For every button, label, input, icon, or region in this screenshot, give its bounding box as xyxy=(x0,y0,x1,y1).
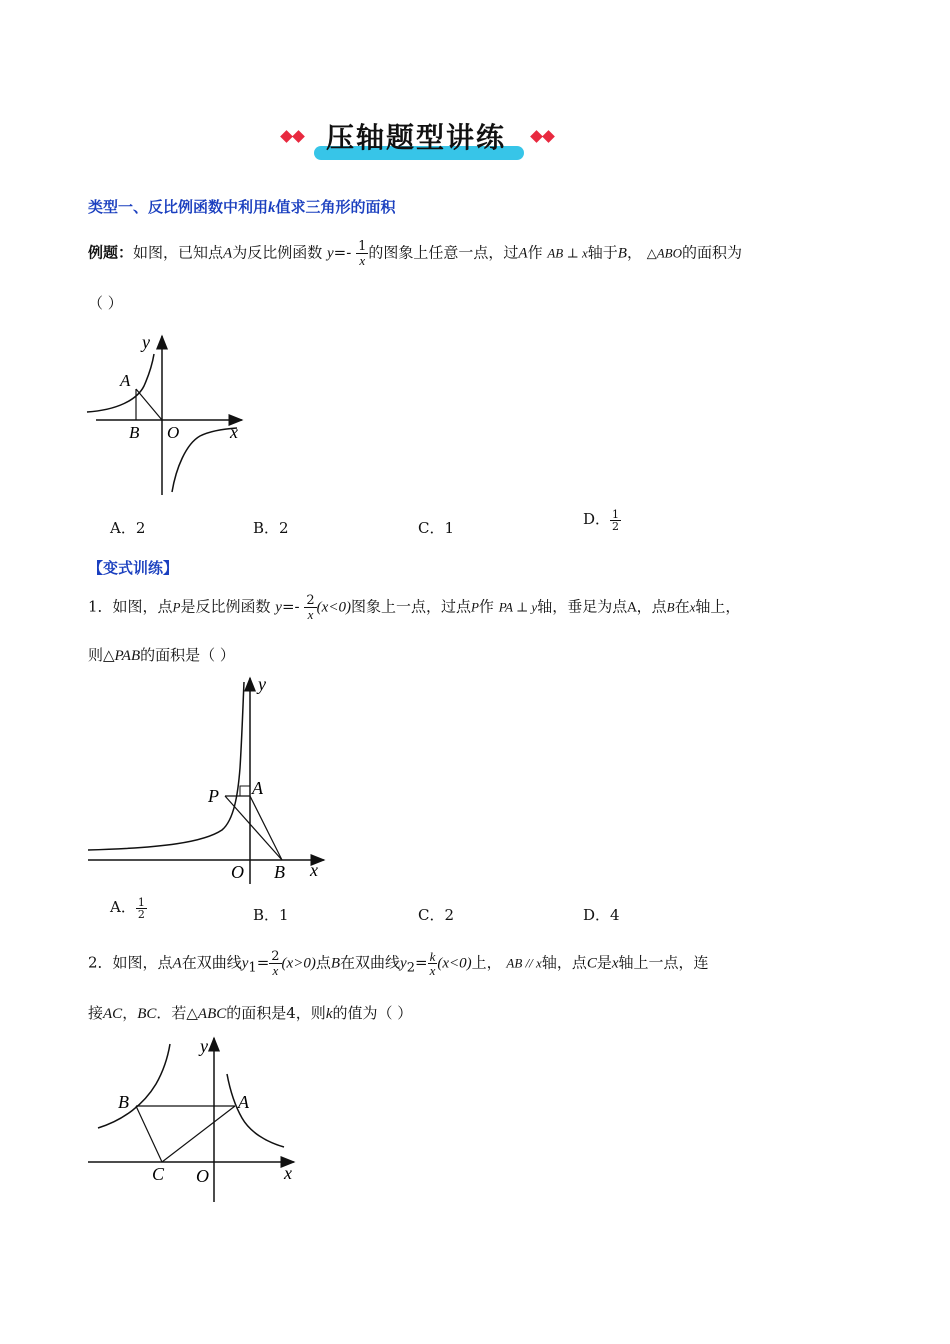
option-d[interactable]: D．4 xyxy=(583,906,620,924)
label-b: B xyxy=(118,1092,129,1112)
label-y: y xyxy=(200,1036,208,1056)
option-c[interactable]: C．1 xyxy=(418,519,455,537)
diamond-icon xyxy=(530,130,543,143)
banner-title: 压轴题型讲练 xyxy=(326,121,507,154)
variant-heading: 【变式训练】 xyxy=(88,559,179,577)
label-o: O xyxy=(231,862,244,882)
option-b[interactable]: B．2 xyxy=(253,519,289,537)
label-x: x xyxy=(284,1163,292,1183)
label-a: A xyxy=(252,778,263,798)
label-y: y xyxy=(142,332,150,352)
option-b[interactable]: B．1 xyxy=(253,906,289,924)
diamond-icon xyxy=(280,130,293,143)
question-2: 2．如图，点A在双曲线$y_1=$ $\frac{2}{x}$ (x>0)点B在双曲线$y_2=$ $\frac{k}{x}$ (x<0)上， AB // x轴，点C是x轴上一点，连 xyxy=(88,949,709,978)
segment-ao xyxy=(136,389,162,420)
label-o: O xyxy=(196,1166,209,1186)
segment-bc xyxy=(136,1106,162,1162)
segment-pb xyxy=(225,796,282,860)
section-banner xyxy=(278,116,562,164)
question-2-line-2: 接AC，BC．若△ABC的面积是4，则k的值为（ ） xyxy=(88,1004,413,1022)
option-a[interactable]: A．2 xyxy=(110,519,146,537)
label-y: y xyxy=(258,674,266,694)
label-b: B xyxy=(274,862,285,882)
label-o: O xyxy=(167,423,180,442)
label-x: x xyxy=(310,860,318,880)
question-2-figure xyxy=(84,1032,314,1207)
example-question: 例题：如图，已知点A为反比例函数 y=- $\frac{1}{x}$ 的图象上任意一点，过A作 AB ⊥ x轴于B， △ABO的面积为 xyxy=(88,239,743,268)
right-angle-mark xyxy=(240,786,250,796)
segment-ac xyxy=(162,1106,235,1162)
hyperbola-branch xyxy=(172,428,237,492)
question-1-figure xyxy=(84,672,334,887)
example-figure xyxy=(82,330,252,500)
label-b: B xyxy=(129,423,140,442)
diamond-icon xyxy=(292,130,305,143)
fraction: $\frac{2}{x}$ xyxy=(271,949,280,978)
section-heading: 类型一、反比例函数中利用k值求三角形的面积 xyxy=(88,198,396,216)
option-d[interactable]: D． $\frac{1}{2}$ xyxy=(583,507,620,533)
label-a: A xyxy=(238,1092,249,1112)
option-c[interactable]: C．2 xyxy=(418,906,455,924)
diamond-icon xyxy=(542,130,555,143)
label-p: P xyxy=(208,786,219,806)
answer-paren: （ ） xyxy=(88,294,123,312)
option-a[interactable]: A． $\frac{1}{2}$ xyxy=(110,895,145,921)
question-1: 1．如图，点P是反比例函数 y=- $\frac{2}{x}$ (x<0)图象上一点，过点P作 PA ⊥ y轴，垂足为点A，点B在x轴上， xyxy=(88,593,741,622)
fraction: $\frac{1}{x}$ xyxy=(358,239,367,268)
question-1-line-2: 则△PAB的面积是（ ） xyxy=(88,646,235,664)
label-x: x xyxy=(230,422,238,442)
hyperbola-branch xyxy=(88,682,244,850)
fraction: $\frac{2}{x}$ xyxy=(306,593,315,622)
hyperbola-branch xyxy=(227,1074,284,1147)
hyperbola-branch xyxy=(98,1044,170,1128)
fraction: $\frac{k}{x}$ xyxy=(429,949,436,978)
label-a: A xyxy=(120,371,131,390)
segment-ab xyxy=(250,796,282,860)
label-c: C xyxy=(152,1164,165,1184)
